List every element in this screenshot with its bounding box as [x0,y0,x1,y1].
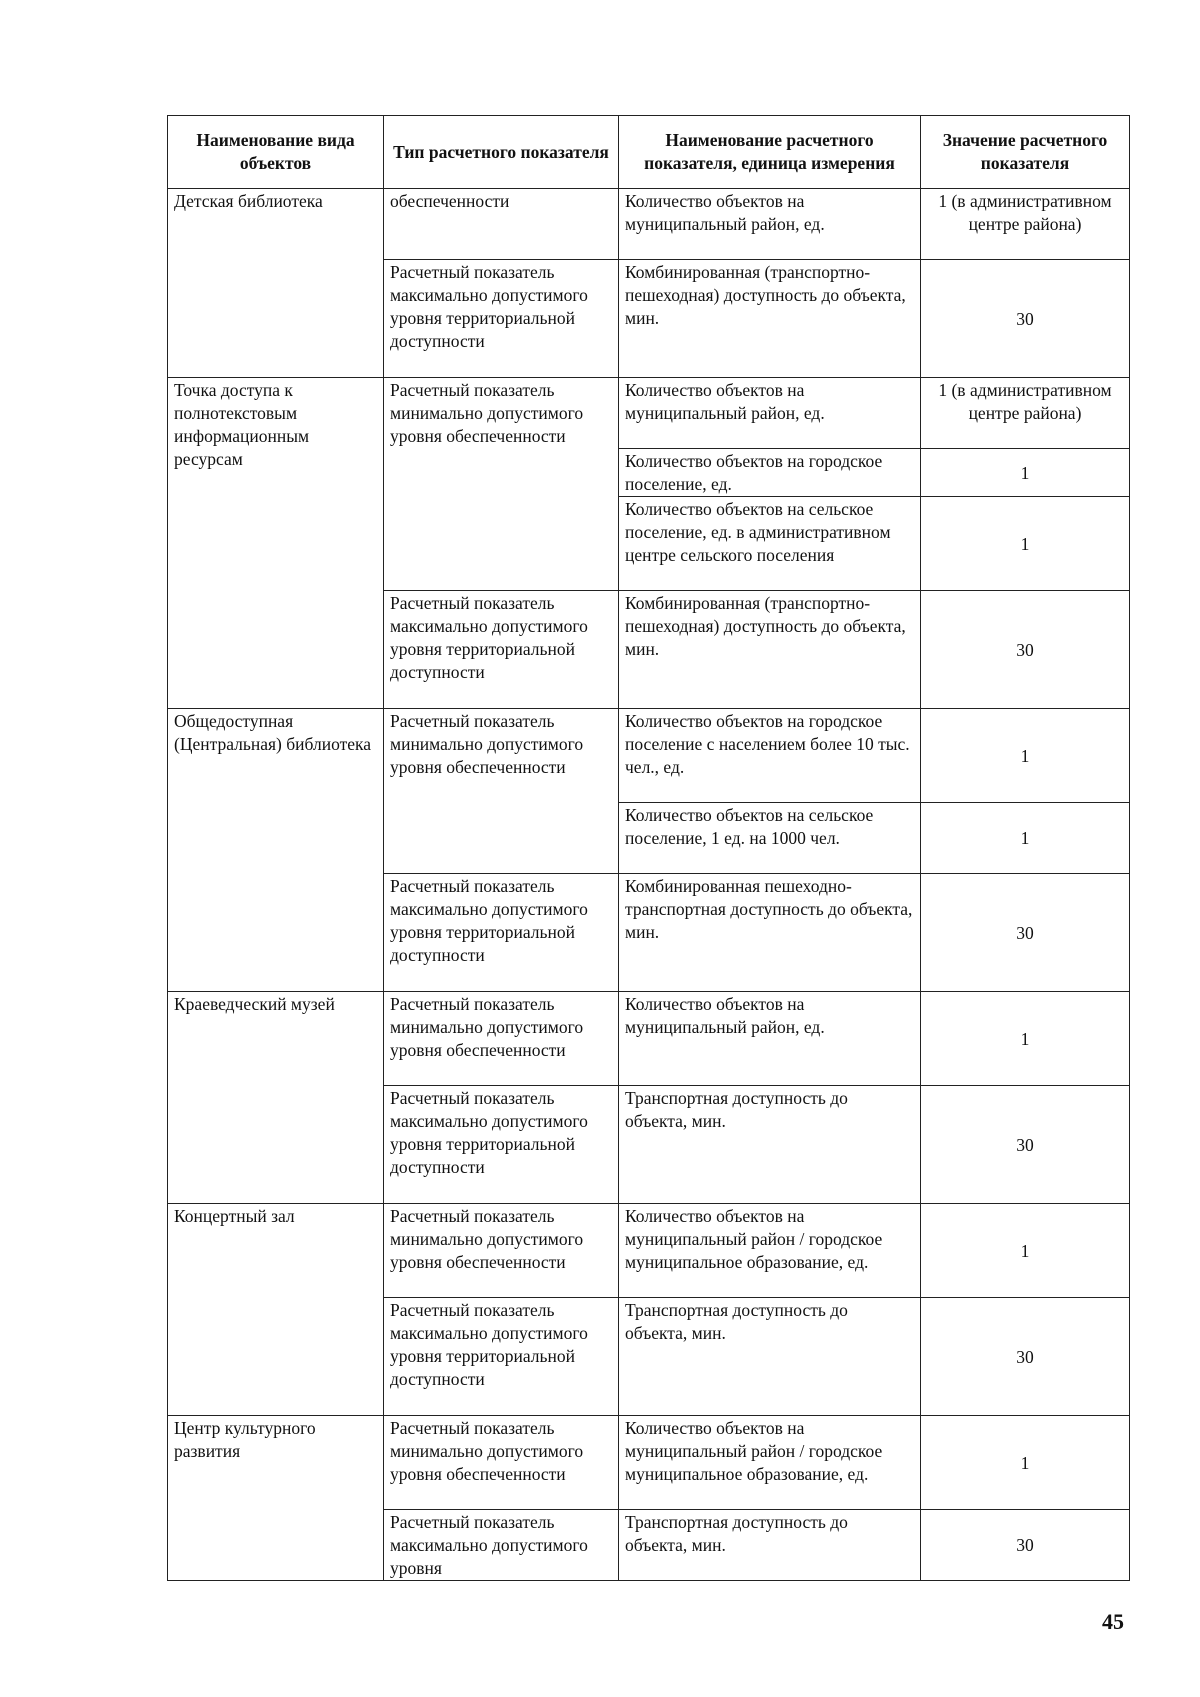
header-indicator-type: Тип расчетного показателя [384,116,619,189]
indicator-value-cell: 1 [921,992,1130,1086]
page-number: 45 [1102,1609,1124,1634]
indicator-name-cell: Количество объектов на муниципальный район, ед. [619,189,921,260]
object-name-cell: Общедоступная (Центральная) библиотека [168,709,384,992]
indicator-name-cell: Количество объектов на муниципальный район, ед. [619,378,921,449]
object-name-cell: Концертный зал [168,1204,384,1416]
indicator-type-cell: Расчетный показатель минимально допустимого уровня обеспеченности [384,378,619,591]
indicator-type-cell: обеспеченности [384,189,619,260]
object-name-cell: Центр культурного развития [168,1416,384,1581]
indicator-value-cell: 1 [921,497,1130,591]
indicator-name-cell: Транспортная доступность до объекта, мин. [619,1086,921,1204]
indicator-type-cell: Расчетный показатель минимально допустимого уровня обеспеченности [384,1204,619,1298]
object-name-cell: Краеведческий музей [168,992,384,1204]
indicator-name-cell: Комбинированная пешеходно-транспортная доступность до объекта, мин. [619,874,921,992]
table-row [168,1204,1130,1298]
header-object-type: Наименование вида объектов [168,116,384,189]
indicator-name-cell: Комбинированная (транспортно-пешеходная) доступность до объекта, мин. [619,591,921,709]
indicator-name-cell: Комбинированная (транспортно-пешеходная) доступность до объекта, мин. [619,260,921,378]
indicator-value-cell: 30 [921,1086,1130,1204]
indicator-value-cell: 30 [921,1510,1130,1581]
indicator-value-cell: 1 [921,803,1130,874]
indicators-table [167,115,1130,1581]
indicator-name-cell: Транспортная доступность до объекта, мин. [619,1298,921,1416]
indicator-type-cell: Расчетный показатель максимально допустимого уровня [384,1510,619,1581]
indicator-value-cell: 1 [921,449,1130,497]
indicator-value-cell: 1 (в административном центре района) [921,189,1130,260]
table-row [168,709,1130,803]
indicator-name-cell: Количество объектов на сельское поселение, ед. в административном центре сельского поселения [619,497,921,591]
header-row [168,116,1130,189]
indicator-type-cell: Расчетный показатель минимально допустимого уровня обеспеченности [384,1416,619,1510]
indicator-type-cell: Расчетный показатель максимально допустимого уровня территориальной доступности [384,1086,619,1204]
table-row [168,378,1130,449]
indicator-type-cell: Расчетный показатель максимально допустимого уровня территориальной доступности [384,1298,619,1416]
indicator-type-cell: Расчетный показатель минимально допустимого уровня обеспеченности [384,709,619,874]
object-name-cell: Точка доступа к полнотекстовым информационным ресурсам [168,378,384,709]
table-row [168,1416,1130,1510]
indicator-type-cell: Расчетный показатель максимально допустимого уровня территориальной доступности [384,260,619,378]
header-indicator-value: Значение расчетного показателя [921,116,1130,189]
indicator-value-cell: 1 [921,1204,1130,1298]
indicator-value-cell: 30 [921,591,1130,709]
indicator-name-cell: Количество объектов на муниципальный район / городское муниципальное образование, ед. [619,1204,921,1298]
indicator-value-cell: 1 (в административном центре района) [921,378,1130,449]
indicator-name-cell: Количество объектов на сельское поселение, 1 ед. на 1000 чел. [619,803,921,874]
indicator-value-cell: 1 [921,1416,1130,1510]
indicator-type-cell: Расчетный показатель минимально допустимого уровня обеспеченности [384,992,619,1086]
indicator-name-cell: Количество объектов на городское поселение с населением более 10 тыс. чел., ед. [619,709,921,803]
table-row [168,189,1130,260]
indicator-name-cell: Количество объектов на городское поселение, ед. [619,449,921,497]
indicator-type-cell: Расчетный показатель максимально допустимого уровня территориальной доступности [384,874,619,992]
object-name-cell: Детская библиотека [168,189,384,378]
indicator-value-cell: 30 [921,260,1130,378]
indicator-name-cell: Количество объектов на муниципальный район, ед. [619,992,921,1086]
indicator-value-cell: 30 [921,1298,1130,1416]
indicator-type-cell: Расчетный показатель максимально допустимого уровня территориальной доступности [384,591,619,709]
indicator-name-cell: Количество объектов на муниципальный район / городское муниципальное образование, ед. [619,1416,921,1510]
table-row [168,992,1130,1086]
indicator-value-cell: 30 [921,874,1130,992]
header-indicator-name: Наименование расчетного показателя, единица измерения [619,116,921,189]
indicator-name-cell: Транспортная доступность до объекта, мин. [619,1510,921,1581]
indicator-value-cell: 1 [921,709,1130,803]
